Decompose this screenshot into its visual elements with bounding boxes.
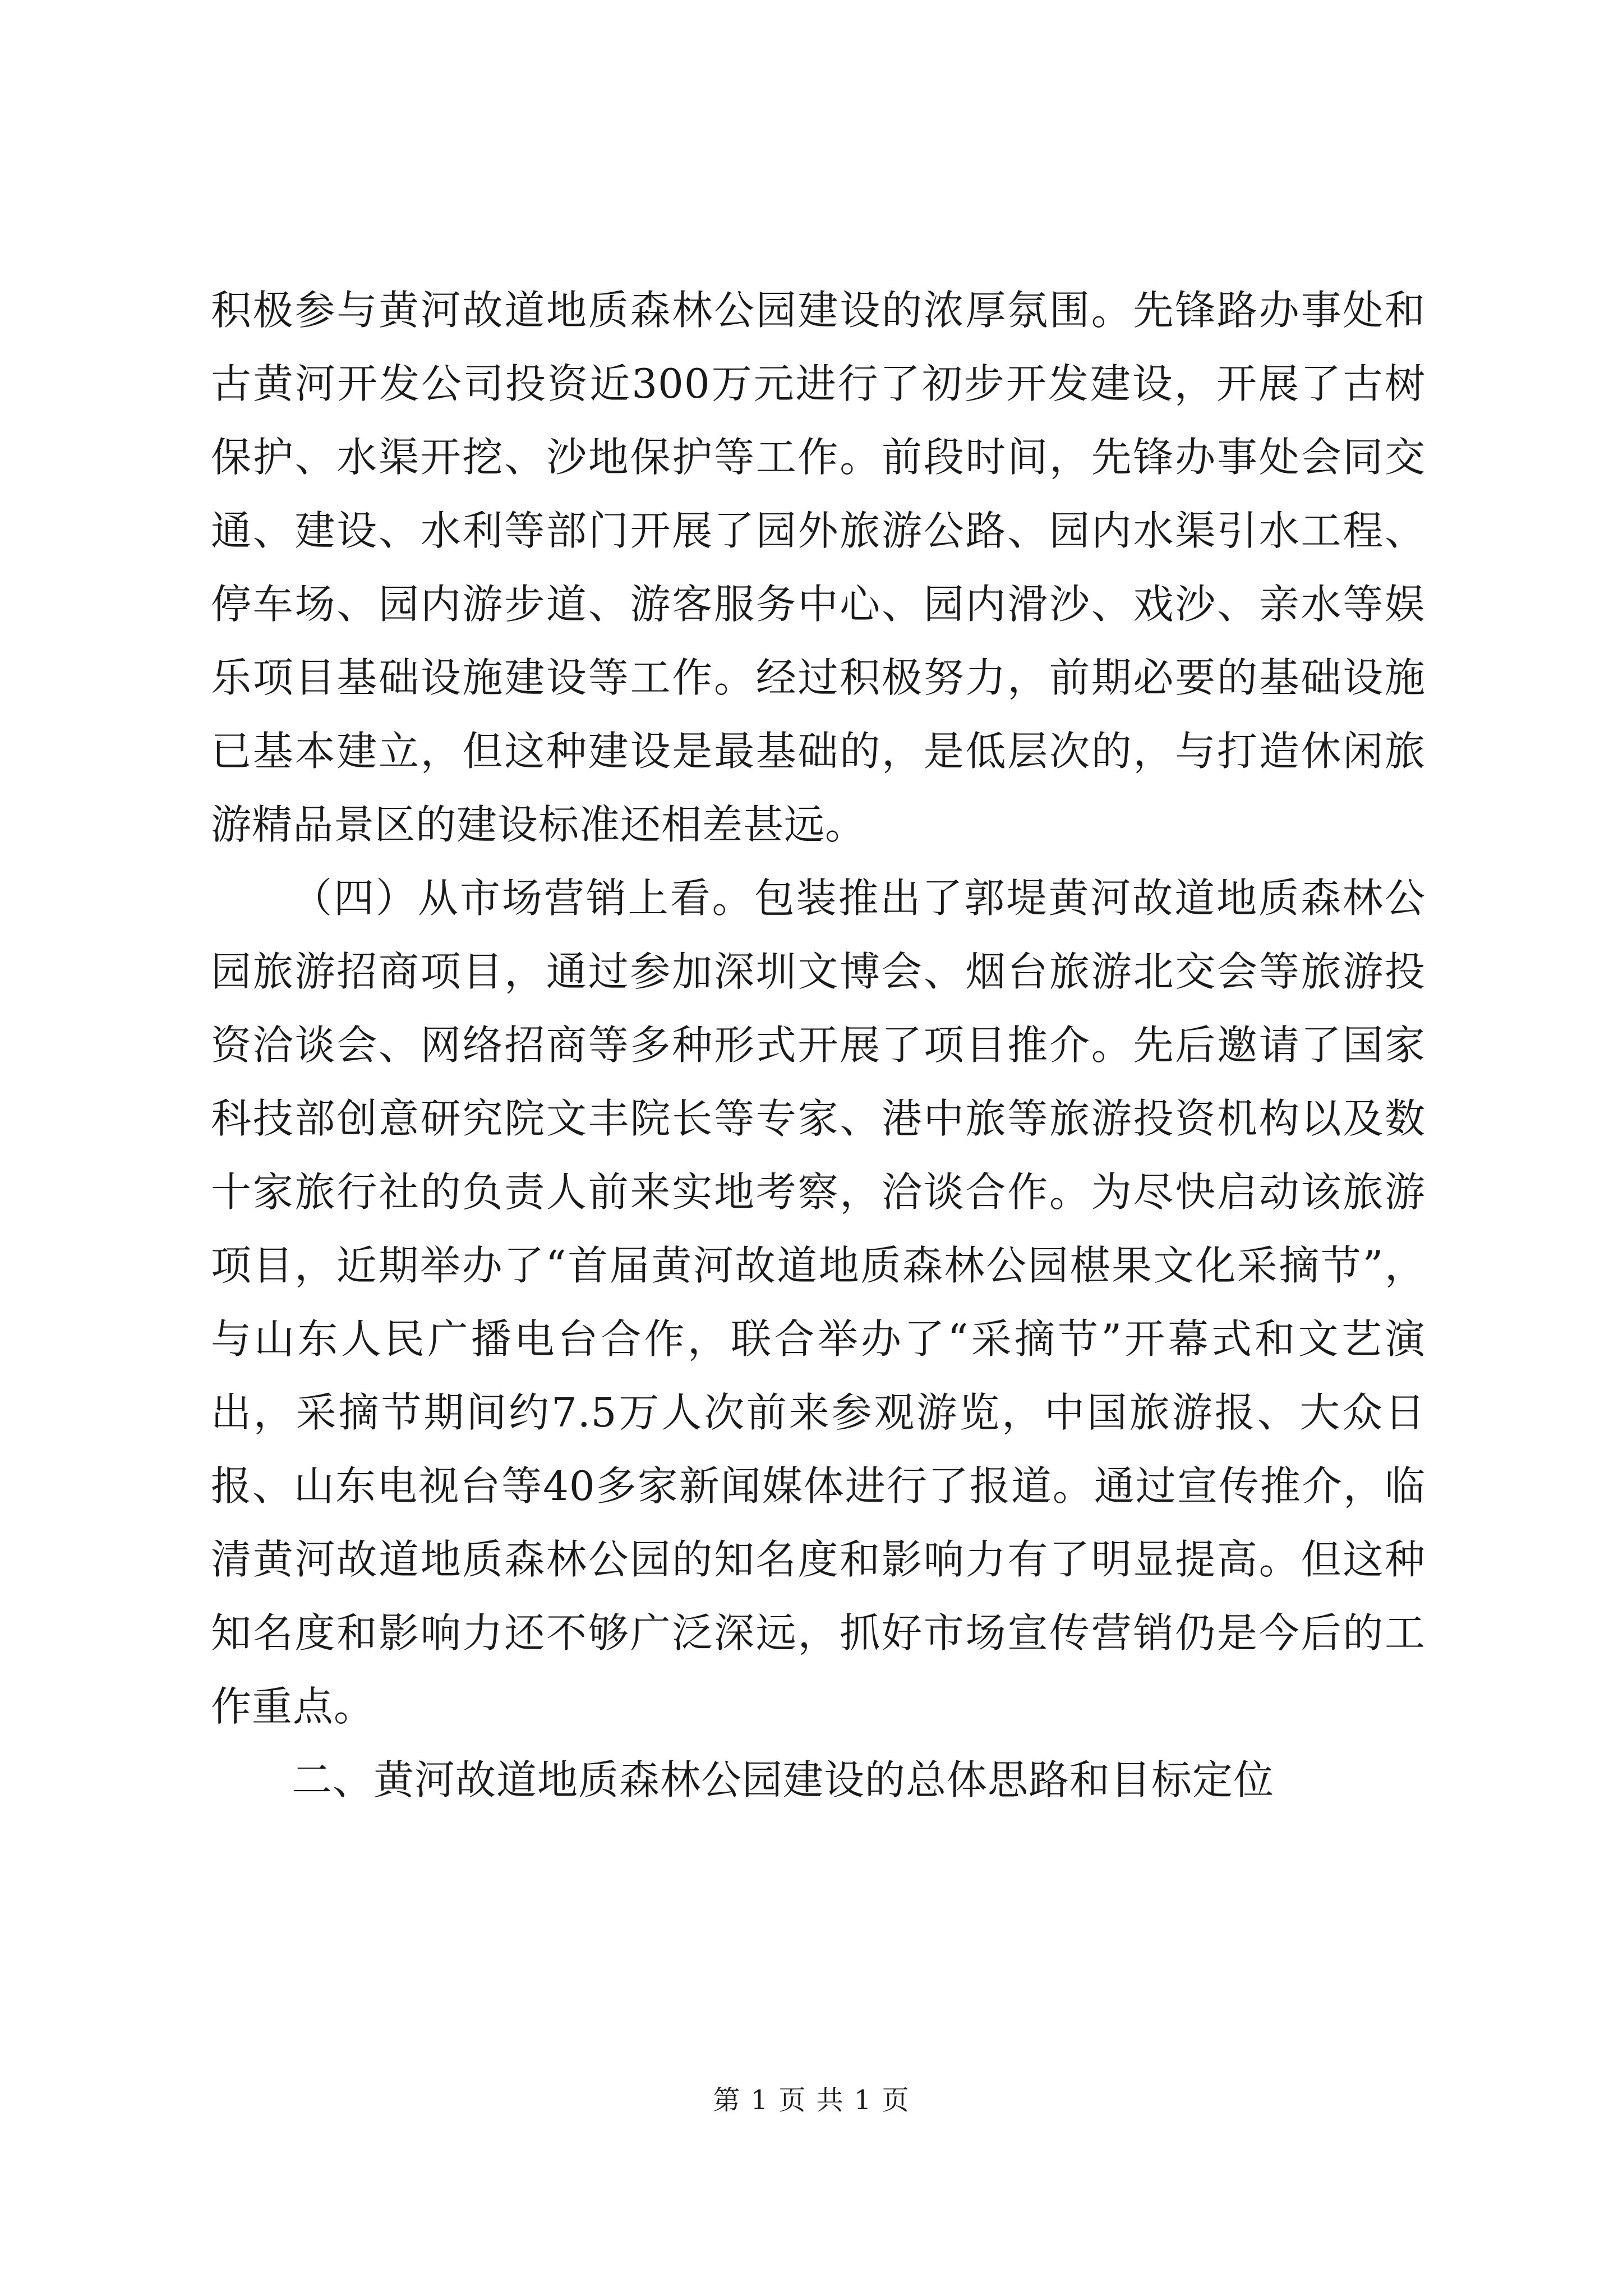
document-body (211, 274, 1426, 1817)
paragraph-marketing: （四）从市场营销上看。包装推出了郭堤黄河故道地质森林公园旅游招商项目，通过参加深圳文博会、烟台旅游北交会等旅游投资洽谈会、网络招商等多种形式开展了项目推介。先后邀请了国家科技部创意研究院文丰院长等专家、港中旅等旅游投资机构以及数十家旅行社的负责人前来实地考察，洽谈合作。为尽快启动该旅游项目，近期举办了“首届黄河故道地质森林公园椹果文化采摘节”，与山东人民广播电台合作，联合举办了“采摘节”开幕式和文艺演出，采摘节期间约7.5万人次前来参观游览，中国旅游报、大众日报、山东电视台等40多家新闻媒体进行了报道。通过宣传推介，临清黄河故道地质森林公园的知名度和影响力有了明显提高。但这种知名度和影响力还不够广泛深远，抓好市场宣传营销仍是今后的工作重点。 (211, 875, 1426, 1730)
section-heading: 二、黄河故道地质森林公园建设的总体思路和目标定位 (292, 1756, 1275, 1803)
page-footer: 第 1 页 共 1 页 (713, 2085, 910, 2116)
paragraph-continuation: 积极参与黄河故道地质森林公园建设的浓厚氛围。先锋路办事处和古黄河开发公司投资近300万元进行了初步开发建设，开展了古树保护、水渠开挖、沙地保护等工作。前段时间，先锋办事处会同交通、建设、水利等部门开展了园外旅游公路、园内水渠引水工程、停车场、园内游步道、游客服务中心、园内滑沙、戏沙、亲水等娱乐项目基础设施建设等工作。经过积极努力，前期必要的基础设施已基本建立，但这种建设是最基础的，是低层次的，与打造休闲旅游精品景区的建设标准还相差甚远。 (211, 287, 1426, 848)
